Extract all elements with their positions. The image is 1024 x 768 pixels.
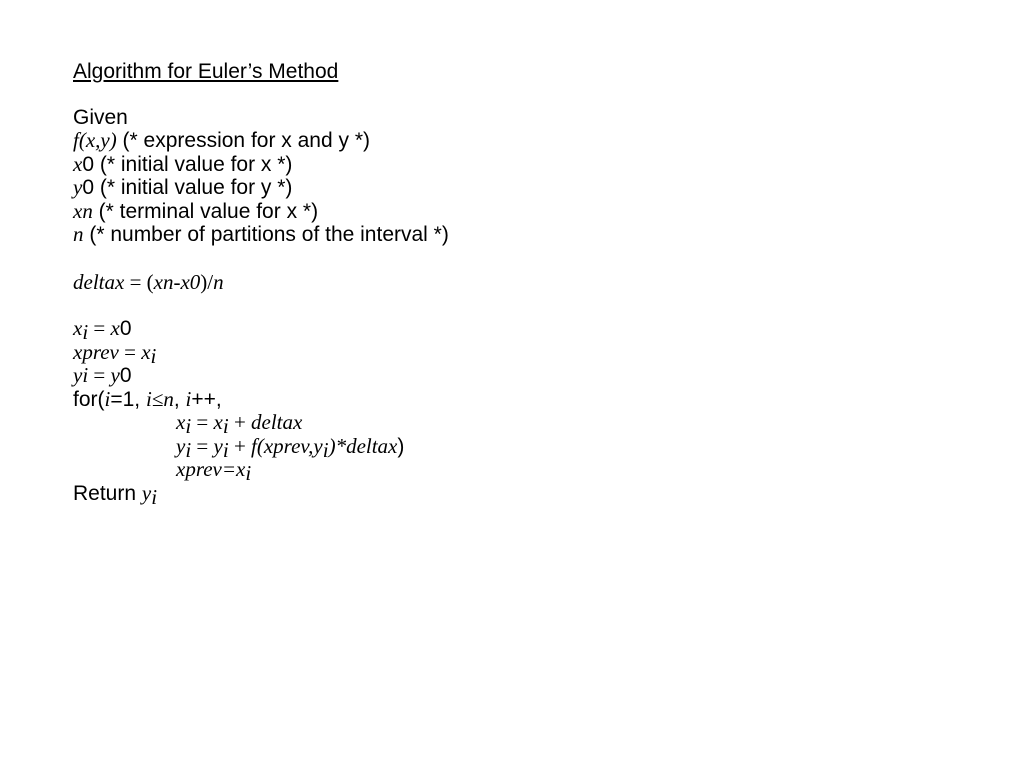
- given-var: x: [73, 151, 83, 176]
- slide-title: Algorithm for Euler’s Method: [73, 60, 339, 83]
- step3-a: xprev=x: [176, 457, 246, 481]
- loop-n: n: [163, 386, 174, 411]
- step1-b-sub: i: [222, 414, 229, 438]
- return-var: y: [141, 480, 152, 505]
- init-yi: [73, 364, 973, 388]
- loop-step-xi: [73, 410, 973, 438]
- deltax-den: n: [213, 269, 224, 294]
- given-item-x0: [73, 153, 973, 177]
- init-xi-eq: =: [88, 316, 111, 340]
- algorithm-content: [73, 60, 973, 509]
- deltax-eq: = (: [124, 269, 154, 294]
- given-comment: (* number of partitions of the interval *): [83, 223, 449, 246]
- step2-a: y: [176, 433, 186, 458]
- given-var: f(x,y): [73, 128, 117, 152]
- step1-b: x: [213, 410, 223, 434]
- loop-var: i: [145, 386, 152, 411]
- init-yi-rhs: y: [110, 363, 120, 387]
- loop-init: =1,: [110, 387, 146, 411]
- step2-f: f(xprev,y: [251, 433, 323, 458]
- given-var: n: [73, 222, 84, 246]
- step2-b-sub: i: [222, 437, 229, 462]
- step2-eq: =: [191, 433, 214, 458]
- loop-var: i: [104, 386, 111, 411]
- step3-a-sub: i: [245, 461, 252, 485]
- init-xi-rhs-suffix: 0: [119, 317, 132, 340]
- loop-inc: ++,: [191, 387, 222, 411]
- init-yi-lhs: yi: [73, 363, 89, 387]
- given-item-n: [73, 223, 973, 247]
- init-xi: [73, 316, 973, 344]
- given-item-f: [73, 129, 973, 153]
- init-xi-sub: i: [82, 320, 89, 344]
- deltax-formula: [73, 271, 973, 295]
- loop-step-yi: [73, 433, 973, 462]
- init-xi-rhs: x: [110, 316, 120, 340]
- return-keyword: Return: [73, 481, 142, 505]
- given-comment: (* expression for x and y *): [116, 129, 370, 152]
- given-var-suffix: 0: [82, 152, 95, 176]
- given-item-y0: [73, 176, 973, 200]
- for-loop-header: [73, 388, 973, 412]
- step2-f-sub: i: [322, 437, 329, 462]
- return-line: [73, 480, 973, 509]
- given-item-xn: [73, 200, 973, 224]
- given-comment: (* initial value for x *): [94, 152, 293, 176]
- init-xprev-rhs: x: [141, 339, 151, 364]
- given-comment: (* terminal value for x *): [92, 199, 319, 223]
- step1-a: x: [176, 410, 186, 434]
- step2-a-sub: i: [185, 437, 192, 462]
- init-xprev-lhs: xprev: [73, 339, 119, 364]
- given-var: xn: [73, 198, 93, 223]
- step1-a-sub: i: [185, 414, 192, 438]
- init-xprev-eq: =: [118, 339, 142, 364]
- init-yi-rhs-suffix: 0: [119, 364, 132, 387]
- return-var-sub: i: [151, 484, 158, 509]
- step2-plus: +: [228, 433, 252, 458]
- init-xprev: [73, 339, 973, 368]
- init-yi-eq: =: [88, 363, 111, 387]
- deltax-lhs: deltax: [73, 269, 125, 294]
- given-var: y: [73, 175, 83, 199]
- step2-close: ): [397, 434, 405, 458]
- given-comment: (* initial value for y *): [94, 176, 293, 199]
- given-label: Given: [73, 105, 128, 129]
- init-xi-lhs: x: [73, 316, 83, 340]
- for-keyword: for(: [73, 387, 105, 411]
- loop-le: ≤: [151, 386, 164, 411]
- loop-comma: ,: [173, 387, 186, 411]
- step1-plus: +: [228, 410, 252, 434]
- deltax-close: )/: [200, 269, 214, 294]
- step2-f-close: )*deltax: [328, 433, 398, 458]
- given-var-suffix: 0: [82, 176, 95, 199]
- step2-b: y: [213, 433, 223, 458]
- loop-step-xprev: [73, 457, 973, 485]
- deltax-num: xn-x0: [153, 269, 201, 294]
- init-xprev-sub: i: [150, 343, 157, 368]
- step1-eq: =: [191, 410, 214, 434]
- step1-c: deltax: [251, 410, 303, 434]
- loop-var: i: [185, 386, 192, 411]
